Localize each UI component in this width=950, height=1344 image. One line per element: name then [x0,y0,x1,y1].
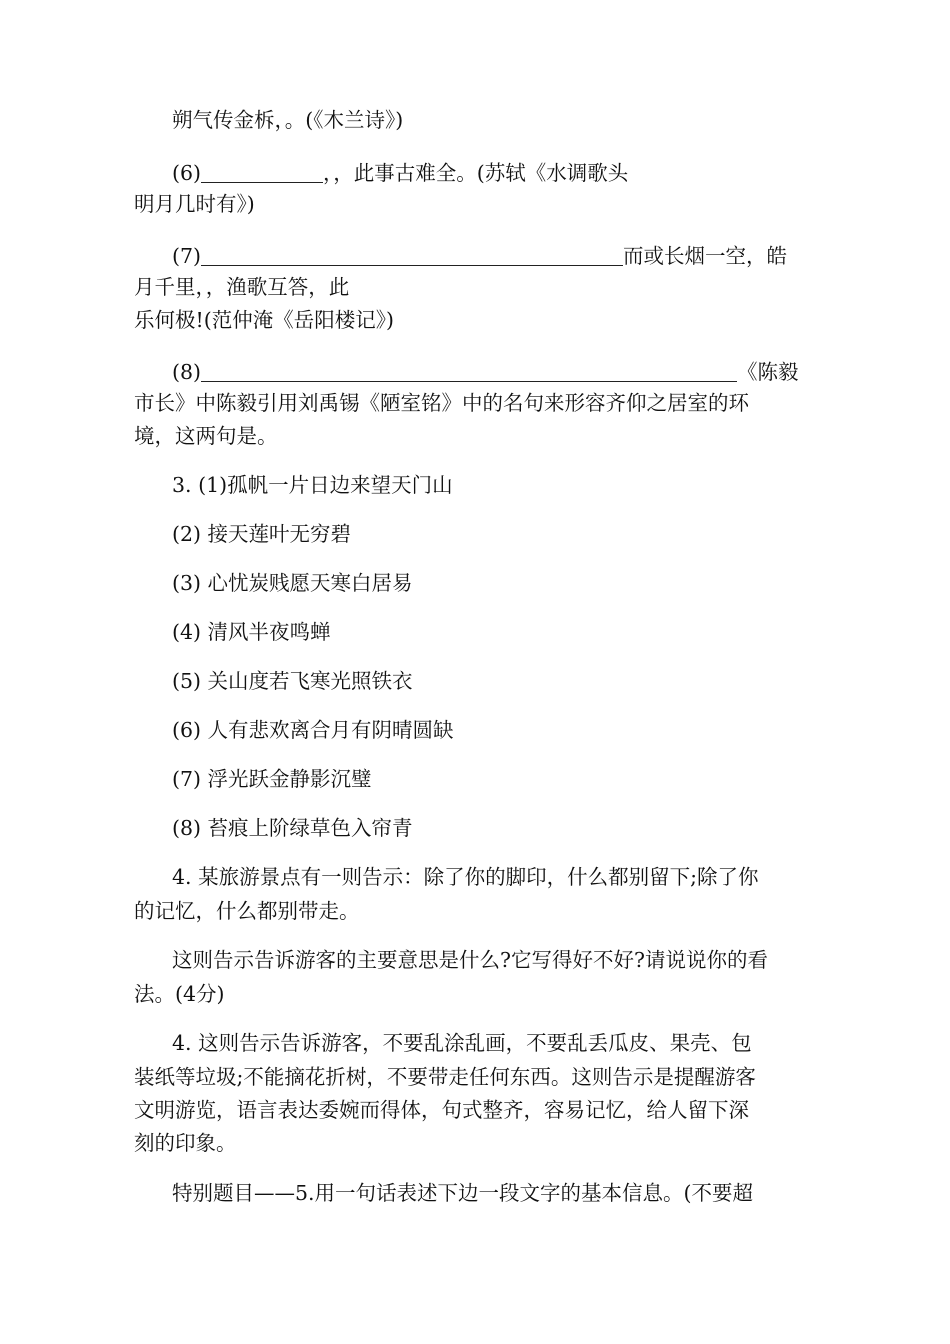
answer-4-line-2: 装纸等垃圾;不能摘花折树，不要带走任何东西。这则告示是提醒游客 [134,1065,756,1089]
answer-blank-8[interactable] [201,359,737,382]
question-8-line [172,359,799,383]
question-7-text: 而或长烟一空，皓 [623,244,788,269]
question-7-number: (7) [172,244,202,269]
question-6-line-2: 明月几时有》) [134,192,255,216]
question-4-line-2: 的记忆，什么都别带走。 [134,899,360,923]
answer-3-4: (4) 清风半夜鸣蝉 [172,620,331,644]
answer-3-5: (5) 关山度若飞寒光照铁衣 [172,669,413,693]
answer-3-3: (3) 心忧炭贱愿天寒白居易 [172,571,413,595]
question-4-prompt-2: 法。(4分) [134,982,225,1006]
question-4-line-1: 4. 某旅游景点有一则告示：除了你的脚印，什么都别留下;除了你 [172,865,759,889]
question-8-line-3: 境，这两句是。 [134,424,278,448]
question-5-line: 特别题目——5.用一句话表述下边一段文字的基本信息。(不要超 [172,1181,754,1205]
answer-3-1: 3. (1)孤帆一片日边来望天门山 [172,473,453,497]
question-6-line [172,160,628,184]
question-7-line-3: 乐何极!(范仲淹《岳阳楼记》) [134,308,394,332]
question-6-number: (6) [172,161,202,186]
question-7-line-2: 月千里，，渔歌互答，此 [134,275,350,299]
answer-3-7: (7) 浮光跃金静影沉璧 [172,767,372,791]
answer-3-8: (8) 苔痕上阶绿草色入帘青 [172,816,413,840]
question-8-text: 《陈毅 [737,360,799,385]
question-4-prompt-1: 这则告示告诉游客的主要意思是什么?它写得好不好?请说说你的看 [172,948,768,972]
question-8-line-2: 市长》中陈毅引用刘禹锡《陋室铭》中的名句来形容齐仰之居室的环 [134,391,749,415]
answer-blank-7[interactable] [201,243,623,266]
answer-3-2: (2) 接天莲叶无穷碧 [172,522,352,546]
poem-line-mulan: 朔气传金柝，。(《木兰诗》) [172,108,404,132]
answer-blank-6[interactable] [201,160,323,183]
question-6-text: ，，此事古难全。(苏轼《水调歌头 [323,161,629,186]
question-7-line [172,243,787,267]
answer-4-line-3: 文明游览，语言表达委婉而得体，句式整齐，容易记忆，给人留下深 [134,1098,749,1122]
answer-3-6: (6) 人有悲欢离合月有阴晴圆缺 [172,718,454,742]
answer-4-line-4: 刻的印象。 [134,1131,237,1155]
question-8-number: (8) [172,360,202,385]
answer-4-line-1: 4. 这则告示告诉游客，不要乱涂乱画，不要乱丢瓜皮、果壳、包 [172,1031,752,1055]
